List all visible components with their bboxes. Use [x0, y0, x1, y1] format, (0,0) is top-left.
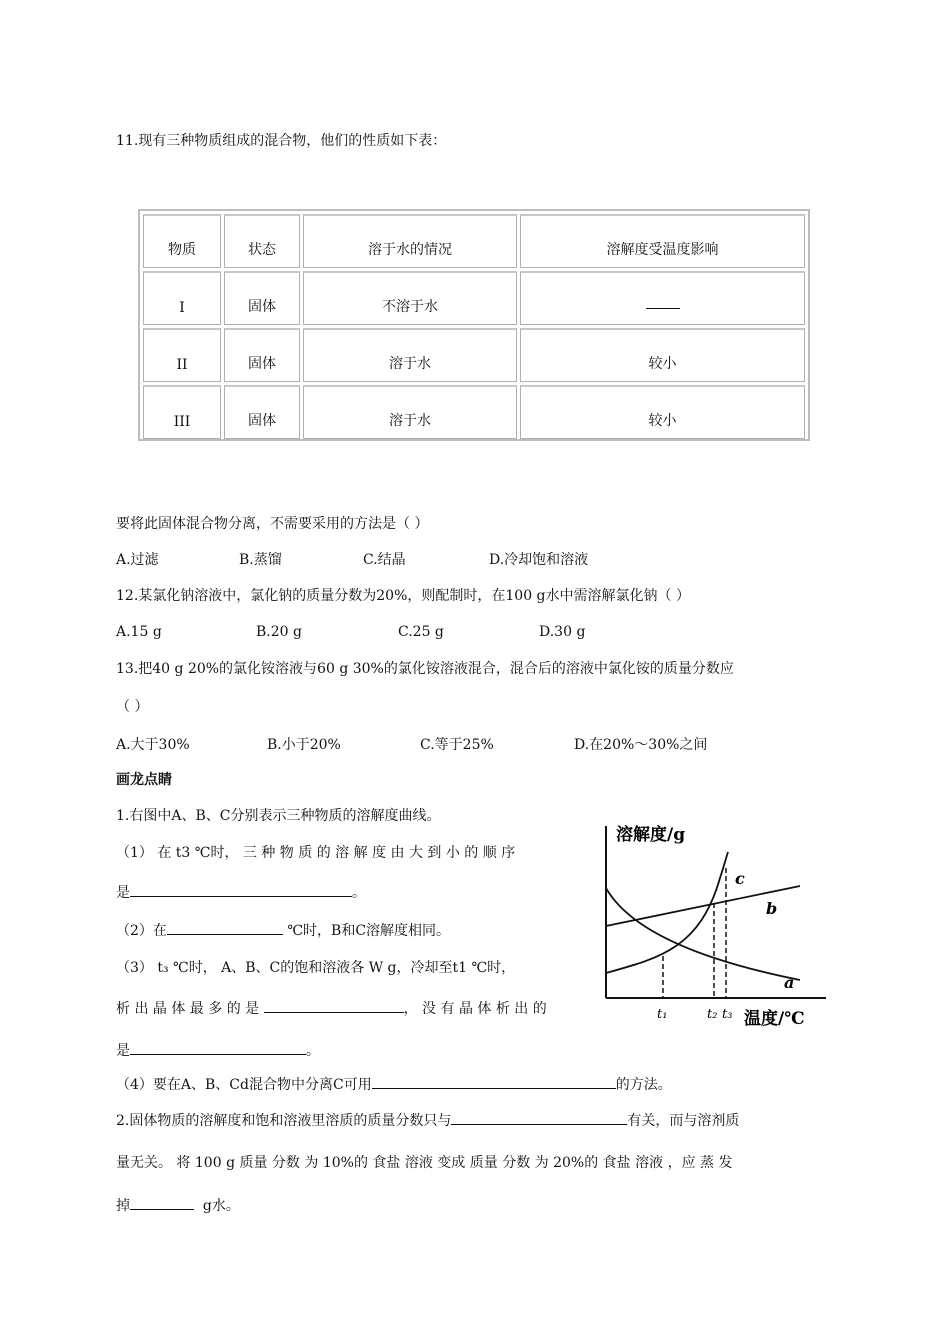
p1-s3b: 析 出 晶 体 最 多 的 是 ， 没 有 晶 体 析 出 的: [116, 998, 547, 1019]
answer-blank: [130, 1040, 306, 1055]
curve-label-b: b: [766, 899, 778, 918]
table-header: 物质: [143, 214, 221, 268]
tick-label: t₁: [657, 1007, 668, 1022]
q11-question: 要将此固体混合物分离，不需要采用的方法是（ ）: [116, 516, 429, 532]
p1-s3d: 是 。: [116, 1040, 320, 1061]
table-row: I 固体 不溶于水: [143, 271, 805, 325]
option: A.15 g: [116, 624, 162, 640]
table-header: 溶于水的情况: [303, 214, 517, 268]
answer-blank: [130, 1195, 194, 1210]
option: B.蒸馏: [239, 552, 282, 568]
solubility-graph: [600, 818, 832, 1028]
table-row: III 固体 溶于水 较小: [143, 385, 805, 439]
answer-blank: [451, 1110, 627, 1125]
p1-s4: （4）要在A、B、Cd混合物中分离C可用 的方法。: [116, 1074, 672, 1095]
option: D.30 g: [539, 624, 586, 640]
dash-cell: [520, 271, 805, 325]
option: D.冷却饱和溶液: [489, 552, 589, 568]
tick-label: t₃: [722, 1007, 733, 1022]
answer-blank: [264, 998, 404, 1013]
p2-d: 掉 g水。: [116, 1195, 240, 1216]
p1-s1b: 是 。: [116, 882, 366, 903]
p1-s1a: （1） 在 t3 ℃时， 三 种 物 质 的 溶 解 度 由 大 到 小 的 顺 序: [116, 845, 516, 861]
option: A.大于30%: [116, 737, 190, 753]
q13-question: 13.把40 g 20%的氯化铵溶液与60 g 30%的氯化铵溶液混合，混合后的溶液中氯化铵的质量分数应: [116, 661, 734, 677]
option: C.结晶: [363, 552, 406, 568]
q12-options: [116, 622, 585, 642]
curve-label-c: c: [735, 869, 745, 888]
option: C.25 g: [398, 624, 444, 640]
p1-s3a: （3） t₃ ℃时， A、B、C的饱和溶液各 W g，冷却至t1 ℃时，: [116, 960, 516, 976]
table-header: 溶解度受温度影响: [520, 214, 805, 268]
tick-label: t₂: [707, 1007, 718, 1022]
option: B.20 g: [256, 624, 302, 640]
p1-s2: （2）在 ℃时，B和C溶解度相同。: [116, 920, 450, 941]
option: D.在20%～30%之间: [574, 737, 708, 753]
option: A.过滤: [116, 552, 159, 568]
dash-mark: [646, 308, 680, 309]
table-header: 状态: [224, 214, 300, 268]
y-axis-label: 溶解度/g: [616, 825, 686, 845]
x-axis-label: 温度/℃: [744, 1009, 805, 1028]
p2-c: 量无关。 将 100 g 质量 分数 为 10%的 食盐 溶液 变成 质量 分数 为 20%的 食盐 溶液 ，应 蒸 发: [116, 1155, 733, 1171]
curve-c: [606, 852, 728, 973]
answer-blank: [372, 1074, 616, 1089]
table-row: II 固体 溶于水 较小: [143, 328, 805, 382]
p2-a: 2.固体物质的溶解度和饱和溶液里溶质的质量分数只与 有关，而与溶剂质: [116, 1110, 739, 1131]
q13-options: [116, 735, 707, 755]
q11-intro: 11.现有三种物质组成的混合物，他们的性质如下表：: [116, 133, 447, 149]
q13-paren: （ ）: [116, 699, 149, 715]
q12-question: 12.某氯化钠溶液中，氯化钠的质量分数为20%，则配制时，在100 g水中需溶解氯化钠（ ）: [116, 588, 690, 604]
properties-table: [138, 209, 810, 441]
p1-intro: 1.右图中A、B、C分别表示三种物质的溶解度曲线。: [116, 808, 441, 824]
answer-blank: [167, 920, 283, 935]
answer-blank: [130, 882, 352, 897]
section-title: 画龙点睛: [116, 772, 172, 788]
q11-options: [116, 550, 588, 570]
option: B.小于20%: [267, 737, 341, 753]
option: C.等于25%: [420, 737, 494, 753]
curve-label-a: a: [784, 973, 795, 992]
